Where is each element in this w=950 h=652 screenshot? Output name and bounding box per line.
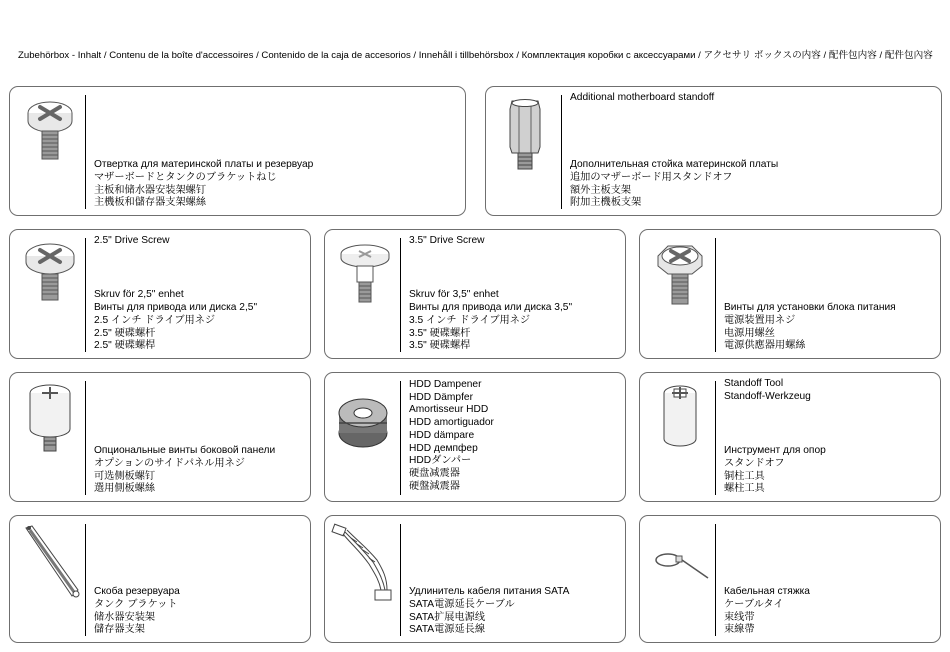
item-line: SATA電源延長ケーブル (409, 598, 515, 610)
item-card-drive-screw-35 (324, 229, 626, 359)
standoff-tool-icon (650, 381, 710, 455)
item-card-sata-power-cable (324, 515, 626, 643)
item-line: 選用側板螺絲 (94, 483, 156, 495)
item-line: Удлинитель кабеля питания SATA (409, 586, 570, 598)
item-line: 2.5" 硬碟螺桿 (94, 340, 156, 352)
item-line: 額外主板支架 (570, 184, 632, 196)
item-line: 可选侧板螺钉 (94, 470, 156, 482)
item-title: 2.5" Drive Screw (94, 235, 170, 246)
item-line: Amortisseur HDD (409, 404, 489, 416)
card-divider (715, 381, 716, 495)
item-line: 硬盤減震器 (409, 480, 460, 492)
item-line: Skruv för 3,5" enhet (409, 289, 499, 301)
item-title: 3.5" Drive Screw (409, 235, 485, 246)
drive-screw-25-icon (20, 240, 80, 310)
item-line: 主板和储水器安装架螺钉 (94, 184, 207, 196)
hdd-dampener-icon (333, 393, 393, 453)
item-title: Standoff Tool Standoff-Werkzeug (724, 378, 811, 402)
item-line: Skruv för 2,5" enhet (94, 289, 184, 301)
item-line: 硬盘减震器 (409, 467, 460, 479)
item-line: Дополнительная стойка материнской платы (570, 159, 779, 171)
item-line: 電源装置用ネジ (724, 314, 796, 326)
drive-screw-35-icon (335, 240, 395, 310)
item-line: HDD dämpare (409, 429, 475, 441)
item-line: HDDダンパー (409, 455, 472, 467)
item-line: Винты для установки блока питания (724, 302, 896, 314)
item-line: HDD amortiguador (409, 417, 494, 429)
card-divider (715, 238, 716, 352)
item-line: 3.5" 硬碟螺杆 (409, 327, 471, 339)
item-line: タンク ブラケット (94, 598, 178, 610)
item-line: 3.5 インチ ドライブ用ネジ (409, 314, 531, 326)
item-line: Винты для привода или диска 2,5" (94, 302, 258, 314)
item-line: 2.5" 硬碟螺杆 (94, 327, 156, 339)
item-card-hdd-dampener (324, 372, 626, 502)
item-line: 附加主機板支架 (570, 197, 642, 209)
item-line: マザーボードとタンクのブラケットねじ (94, 171, 277, 183)
item-card-psu-screw (639, 229, 941, 359)
item-line: SATA電源延長線 (409, 624, 486, 636)
item-line: 螺柱工具 (724, 483, 765, 495)
item-line: 2.5 インチ ドライブ用ネジ (94, 314, 216, 326)
item-card-reservoir-bracket (9, 515, 311, 643)
item-line: 电源用螺丝 (724, 327, 775, 339)
item-line: ケーブルタイ (724, 598, 784, 610)
motherboard-screw-icon (20, 99, 80, 169)
item-line: 主機板和儲存器支架螺絲 (94, 197, 207, 209)
item-card-standoff-tool (639, 372, 941, 502)
item-card-drive-screw-25 (9, 229, 311, 359)
cable-tie-icon (648, 542, 712, 602)
item-card-motherboard-screw (9, 86, 466, 216)
standoff-icon (500, 95, 550, 175)
item-line: HDD демпфер (409, 442, 478, 454)
item-card-side-panel-screw (9, 372, 311, 502)
item-line: Опциональные винты боковой панели (94, 445, 276, 457)
item-line: オプションのサイドパネル用ネジ (94, 457, 245, 469)
item-line: 追加のマザーボード用スタンドオフ (570, 171, 733, 183)
page-header: Zubehörbox - Inhalt / Contenu de la boîte d'accessoires / Contenido de la caja de accesorios / Innehåll i tillbehörsbox / Комплектация коробки с аксессуарами / アクセサリ ボックスの内容 / 配件包内容 / 配件包內容 (18, 50, 933, 61)
item-line: スタンドオフ (724, 457, 785, 469)
card-divider (85, 95, 86, 209)
item-line: 铜柱工具 (724, 470, 765, 482)
item-line: 3.5" 硬碟螺桿 (409, 340, 471, 352)
sata-power-cable-icon (329, 520, 399, 610)
card-divider (400, 524, 401, 636)
card-divider (85, 381, 86, 495)
card-divider (561, 95, 562, 209)
card-divider (85, 238, 86, 352)
card-divider (400, 381, 401, 495)
item-line: HDD Dampener (409, 379, 482, 390)
item-line: Инструмент для опор (724, 445, 826, 457)
psu-screw-icon (650, 240, 710, 314)
item-line: 束线带 (724, 611, 755, 623)
item-card-standoff (485, 86, 942, 216)
card-divider (85, 524, 86, 636)
side-panel-screw-icon (20, 381, 80, 455)
reservoir-bracket-icon (18, 522, 82, 606)
item-line: 储水器安装架 (94, 611, 156, 623)
item-line: 儲存器支架 (94, 624, 145, 636)
card-divider (400, 238, 401, 352)
item-title: Additional motherboard standoff (570, 92, 715, 103)
item-line: Винты для привода или диска 3,5" (409, 302, 573, 314)
item-card-cable-tie (639, 515, 941, 643)
item-line: HDD Dämpfer (409, 391, 473, 403)
item-line: 束線帶 (724, 624, 755, 636)
card-divider (715, 524, 716, 636)
item-line: SATA扩展电源线 (409, 611, 486, 623)
item-line: 電源供應器用螺絲 (724, 340, 806, 352)
item-line: Кабельная стяжка (724, 586, 810, 598)
item-line: Скоба резервуара (94, 586, 180, 598)
item-line: Отвертка для материнской платы и резервуар (94, 159, 314, 171)
